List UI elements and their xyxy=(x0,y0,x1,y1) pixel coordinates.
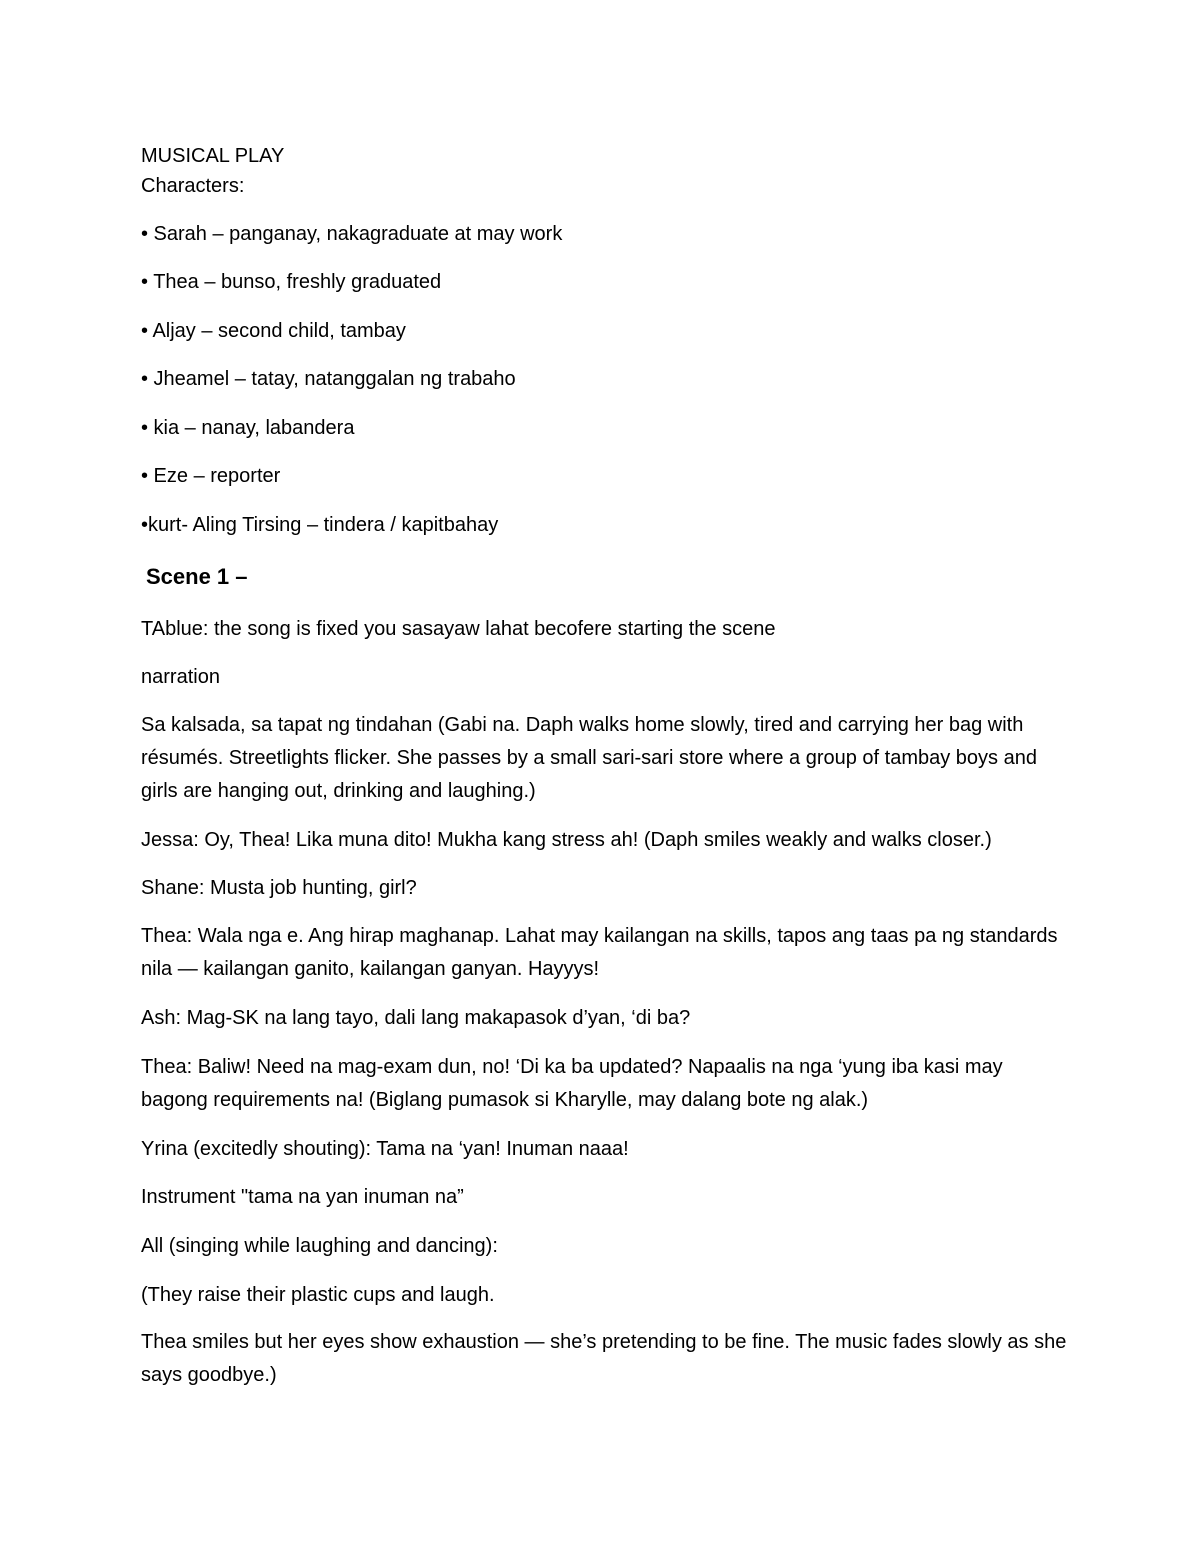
character-item: • kia – nanay, labandera xyxy=(141,417,355,439)
paragraph: Sa kalsada, sa tapat ng tindahan (Gabi na. Daph walks home slowly, tired and carrying her bag with résumés. Streetlights flicker. She passes by a small sari-sari store where a group of tambay boys and girls are hanging out, drinking and laughing.) xyxy=(141,714,1037,802)
paragraph: narration xyxy=(141,666,220,688)
character-item: • Aljay – second child, tambay xyxy=(141,320,406,342)
character-item: • Eze – reporter xyxy=(141,465,281,487)
paragraph: Instrument "tama na yan inuman na” xyxy=(141,1186,464,1208)
paragraph: Shane: Musta job hunting, girl? xyxy=(141,877,417,899)
paragraph: TAblue: the song is fixed you sasayaw lahat becofere starting the scene xyxy=(141,618,776,640)
paragraph: Thea: Wala nga e. Ang hirap maghanap. Lahat may kailangan na skills, tapos ang taas pa ng standards nila — kailangan ganito, kailangan ganyan. Hayyys! xyxy=(141,925,1058,980)
character-item: • Sarah – panganay, nakagraduate at may work xyxy=(141,223,563,245)
character-item: • Thea – bunso, freshly graduated xyxy=(141,271,442,293)
paragraph: (They raise their plastic cups and laugh. xyxy=(141,1284,495,1306)
document-title: MUSICAL PLAY xyxy=(141,145,285,167)
paragraph: Yrina (excitedly shouting): Tama na ‘yan! Inuman naaa! xyxy=(141,1138,629,1160)
paragraph: All (singing while laughing and dancing): xyxy=(141,1235,498,1257)
paragraph: Jessa: Oy, Thea! Lika muna dito! Mukha kang stress ah! (Daph smiles weakly and walks closer.) xyxy=(141,829,992,851)
character-item: •kurt- Aling Tirsing – tindera / kapitbahay xyxy=(141,514,499,536)
paragraph: Thea smiles but her eyes show exhaustion — she’s pretending to be fine. The music fades slowly as she says goodbye.) xyxy=(141,1331,1067,1386)
scene-heading: Scene 1 – xyxy=(146,564,248,589)
paragraph: Ash: Mag-SK na lang tayo, dali lang makapasok d’yan, ‘di ba? xyxy=(141,1007,691,1029)
characters-label: Characters: xyxy=(141,175,245,197)
paragraph: Thea: Baliw! Need na mag-exam dun, no! ‘Di ka ba updated? Napaalis na nga ‘yung iba kasi may bagong requirements na! (Biglang pumasok si Kharylle, may dalang bote ng alak.) xyxy=(141,1056,1003,1111)
character-item: • Jheamel – tatay, natanggalan ng trabaho xyxy=(141,368,516,390)
